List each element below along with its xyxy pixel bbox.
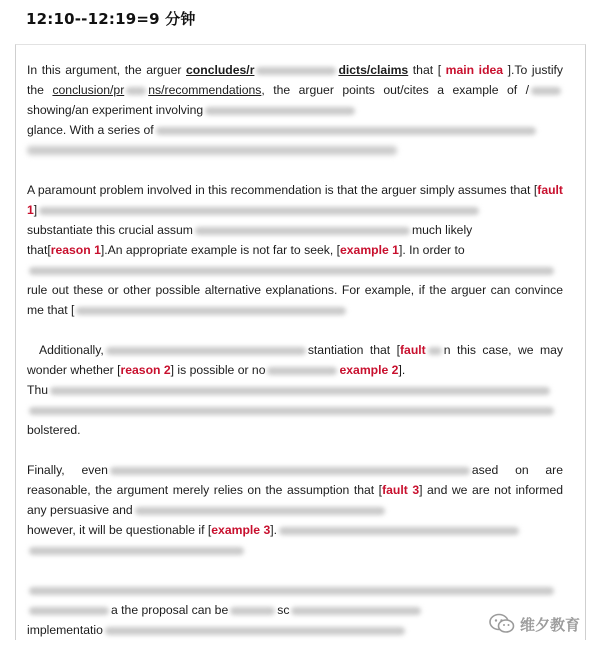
placeholder-reason-1: reason 1 — [50, 243, 101, 257]
text: ns/recommendations — [148, 83, 262, 97]
placeholder-fault-3: fault 3 — [382, 483, 420, 497]
text: rule out these or other possible alternative explanations. For example, if the arguer can convince me that [ — [27, 283, 563, 317]
text: stantiation that [ — [307, 343, 400, 357]
redacted-text — [106, 347, 306, 355]
text: In this argument, the arguer — [27, 63, 182, 77]
redacted-text — [230, 607, 275, 615]
redacted-text — [428, 347, 442, 355]
watermark — [489, 613, 580, 635]
redacted-line — [27, 146, 397, 155]
text: concludes/r — [186, 63, 255, 77]
redacted-text — [105, 627, 405, 635]
placeholder-reason-2: reason 2 — [120, 363, 171, 377]
paragraph-5 — [27, 580, 563, 640]
redacted-text — [279, 527, 519, 535]
redacted-text — [29, 407, 554, 415]
text: Thu — [27, 383, 49, 397]
text: n this case, we may wonder whether [ — [27, 343, 563, 377]
text: however, it will be questionable if [ — [27, 523, 212, 537]
placeholder-example-2: example 2 — [339, 363, 399, 377]
placeholder-example-3: example 3 — [211, 523, 271, 537]
redacted-text — [291, 607, 421, 615]
redacted-text — [50, 387, 550, 395]
placeholder-fault: fault — [399, 343, 426, 357]
redacted-text — [256, 67, 336, 75]
text: ].An appropriate example is not far to seek, [ — [100, 243, 340, 257]
redacted-text — [29, 547, 244, 555]
redacted-text — [76, 307, 346, 315]
text: ]. — [270, 523, 278, 537]
text: ]. — [398, 363, 406, 377]
redacted-text — [110, 467, 470, 475]
redacted-text — [195, 227, 410, 235]
text: ased on are reasonable, the argument merely relies on the assumption that [ — [27, 463, 564, 497]
text: conclusion/pr — [52, 83, 125, 97]
paragraph-2 — [27, 180, 563, 320]
redacted-text — [29, 267, 554, 275]
paragraph-4 — [27, 460, 563, 560]
text: bolstered. — [27, 423, 81, 437]
text: Finally, even — [27, 463, 108, 477]
text: , the arguer points out/cites a example of / — [261, 83, 530, 97]
text: ] is possible or no — [170, 363, 266, 377]
placeholder-main-idea: main idea — [445, 63, 504, 77]
redacted-text — [39, 207, 479, 215]
redacted-text — [29, 587, 554, 595]
text: ]. In order to — [398, 243, 465, 257]
watermark-text: 维夕教育 — [519, 616, 580, 634]
redacted-text — [267, 367, 337, 375]
placeholder-fault-1: fault 1 — [27, 183, 563, 217]
text: sc — [277, 603, 290, 617]
text: Additionally, — [39, 343, 104, 357]
text: ].To justify the — [27, 63, 564, 97]
text: that [ — [412, 63, 442, 77]
paragraph-3 — [27, 340, 563, 440]
paragraph-1 — [27, 60, 563, 160]
placeholder-example-1: example 1 — [340, 243, 399, 257]
text: A paramount problem involved in this recommendation is that the arguer simply assumes that [ — [27, 183, 538, 197]
redacted-text — [135, 507, 385, 515]
redacted-text — [29, 607, 109, 615]
text: showing/an experiment involving — [27, 103, 204, 117]
text: ] and we are not informed any persuasive and — [27, 483, 564, 517]
redacted-text — [126, 87, 146, 95]
text: that[ — [27, 243, 51, 257]
text: ] — [33, 203, 38, 217]
redacted-text — [156, 127, 536, 135]
page-title: 12:10--12:19=9 分钟 — [26, 10, 196, 28]
text: dicts/claims — [338, 63, 409, 77]
text: implementatio — [27, 623, 103, 637]
text: a the proposal can be — [111, 603, 229, 617]
text: much likely — [411, 223, 473, 237]
text: substantiate this crucial assum — [27, 223, 193, 237]
redacted-text — [205, 107, 355, 115]
redacted-text — [531, 87, 561, 95]
wechat-logo-icon — [489, 613, 515, 635]
text: glance. With a series of — [27, 123, 154, 137]
